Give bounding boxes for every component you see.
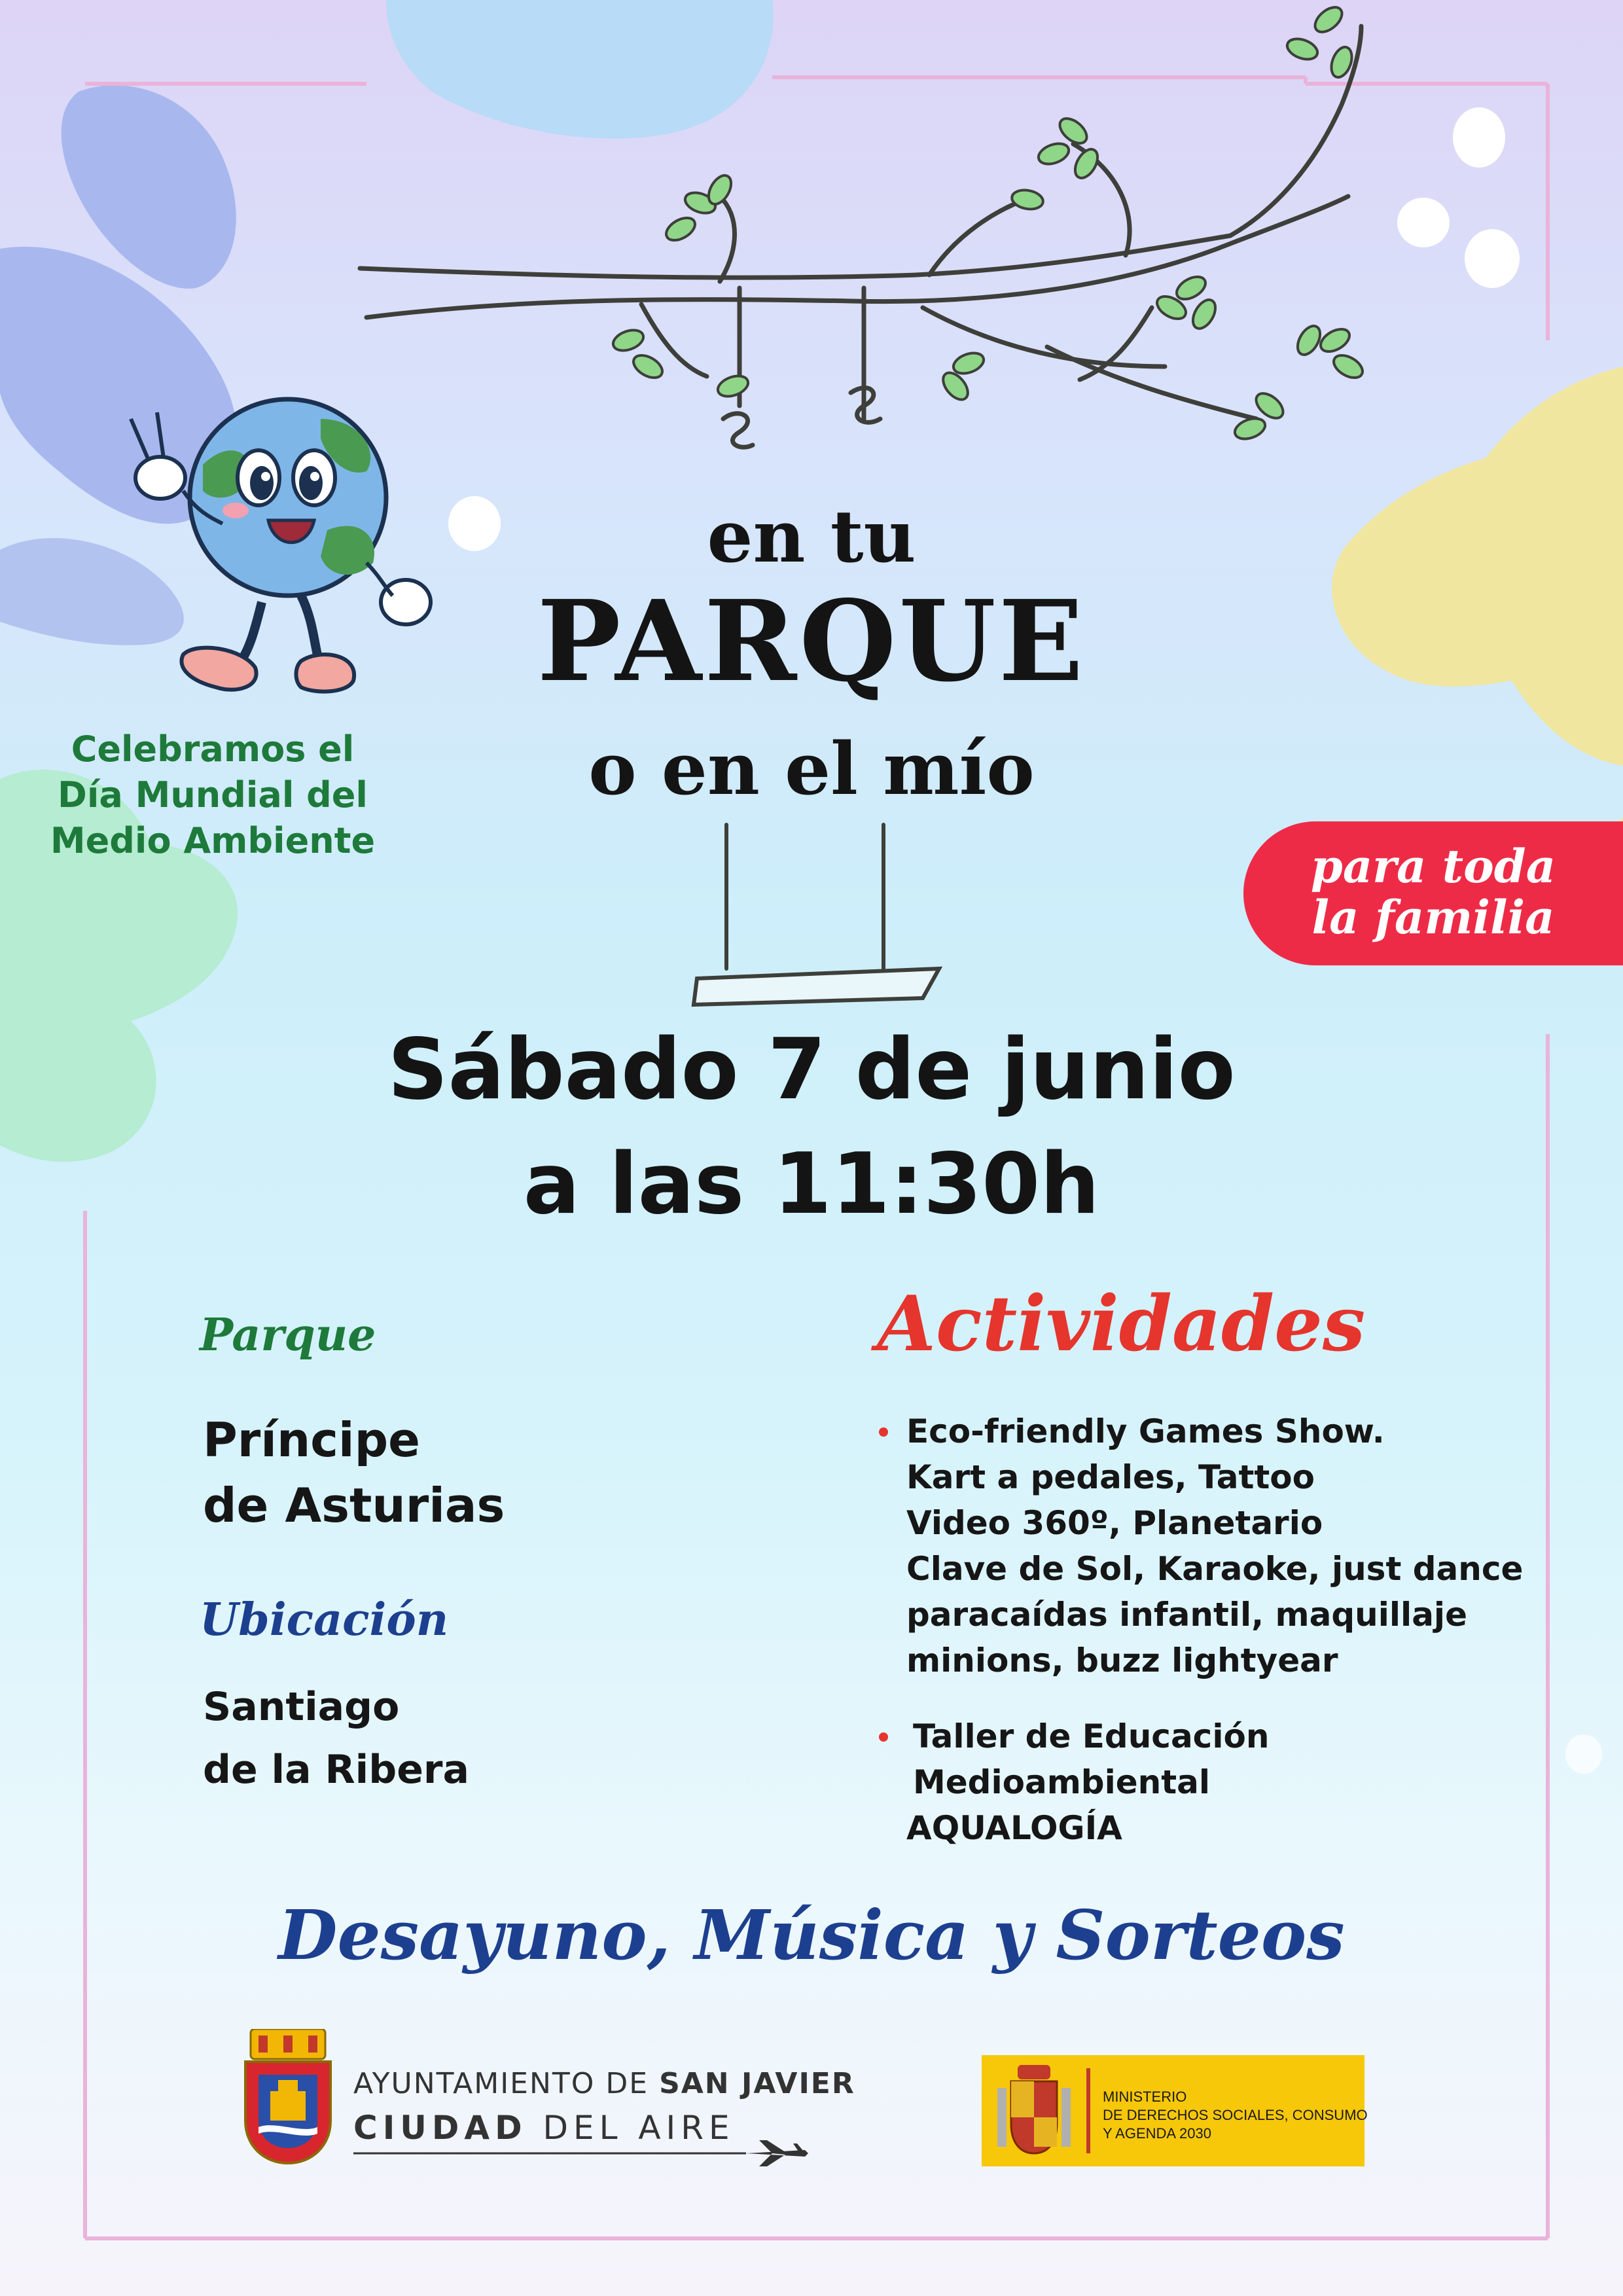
celebration-line: Celebramos el [71, 728, 355, 770]
activity-line: Video 360º, Planetario [906, 1504, 1323, 1542]
activities-heading: Actividades [877, 1280, 1366, 1369]
ministry-line: DE DERECHOS SOCIALES, CONSUMO [1103, 2107, 1368, 2123]
ministry-divider [1086, 2068, 1090, 2153]
bullet-icon [879, 1732, 888, 1742]
ministry-name [1103, 2088, 1368, 2143]
coat-of-arms-icon [239, 2029, 337, 2166]
title-line-2: PARQUE [537, 576, 1086, 707]
ministry-line: Y AGENDA 2030 [1103, 2125, 1211, 2142]
activities-list-2 [913, 1713, 1269, 1805]
park-label: Parque [200, 1309, 376, 1361]
city-name-bold: SAN JAVIER [659, 2067, 855, 2100]
bullet-icon [879, 1427, 888, 1437]
badge-line: para toda [1310, 839, 1556, 893]
spain-coat-of-arms-icon [995, 2062, 1073, 2160]
activity-line: minions, buzz lightyear [906, 1641, 1338, 1679]
location-line: de la Ribera [203, 1747, 469, 1793]
city-slogan-bold: CIUDAD [353, 2109, 527, 2147]
activity-line: paracaídas infantil, maquillaje [906, 1596, 1467, 1634]
city-name-line-1 [353, 2067, 855, 2100]
event-time: a las 11:30h [523, 1136, 1100, 1233]
park-name-line: Príncipe [203, 1412, 420, 1467]
tree-branch-icon [353, 0, 1400, 497]
park-name [203, 1407, 505, 1538]
celebration-line: Medio Ambiente [50, 820, 376, 861]
location-line: Santiago [203, 1684, 400, 1730]
location-name [203, 1676, 469, 1801]
activity-line: Kart a pedales, Tattoo [906, 1458, 1315, 1496]
footer-banner: Desayuno, Música y Sorteos [278, 1895, 1345, 1975]
ministry-line: MINISTERIO [1103, 2089, 1187, 2105]
location-label: Ubicación [200, 1594, 449, 1646]
activity-line: Eco-friendly Games Show. [906, 1412, 1385, 1450]
city-name-light: AYUNTAMIENTO DE [353, 2067, 660, 2100]
airplane-icon [353, 2137, 812, 2170]
event-date: Sábado 7 de junio [387, 1021, 1236, 1119]
activity-line: AQUALOGÍA [906, 1809, 1122, 1847]
activity-line: Clave de Sol, Karaoke, just dance [906, 1550, 1524, 1588]
activities-list-1 [906, 1408, 1523, 1683]
activity-line: Medioambiental [913, 1763, 1211, 1801]
title-line-3: o en el mío [588, 726, 1035, 811]
badge-line: la familia [1311, 890, 1555, 944]
park-name-line: de Asturias [203, 1478, 505, 1533]
activity-line: Taller de Educación [913, 1717, 1270, 1755]
swing-icon [681, 818, 969, 1014]
celebration-line: Día Mundial del [58, 774, 368, 816]
title-line-1: en tu [707, 494, 916, 579]
city-slogan-light: DEL AIRE [527, 2109, 735, 2147]
family-badge-text [1243, 841, 1623, 943]
